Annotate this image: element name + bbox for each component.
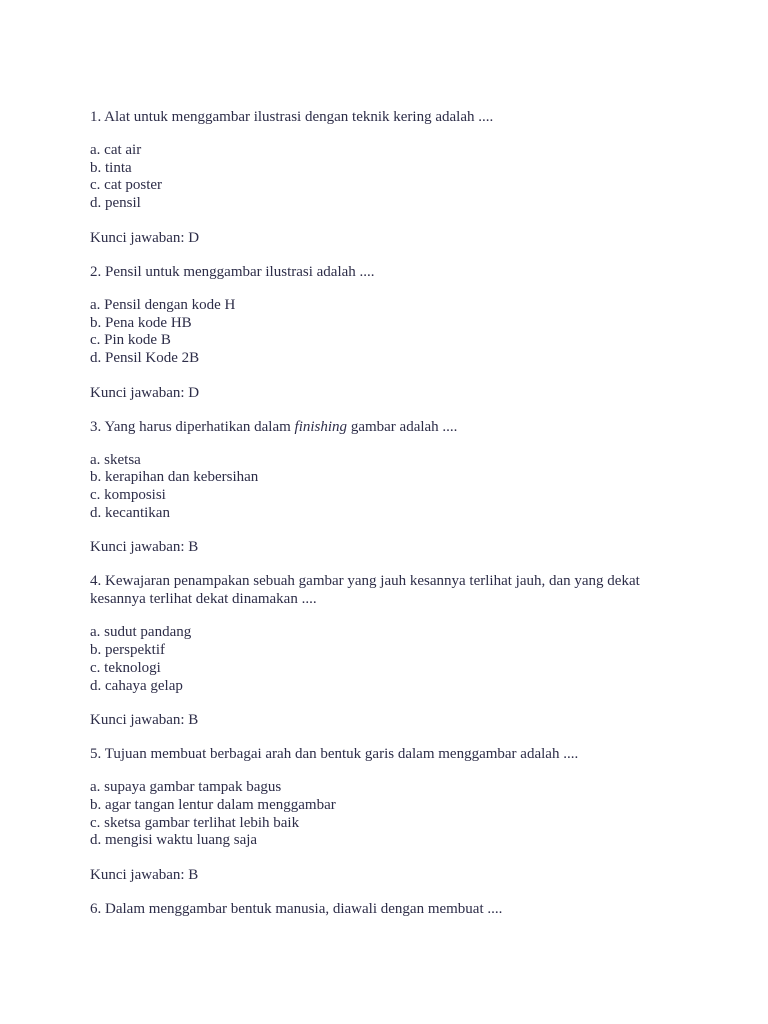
question-3-text-pre: 3. Yang harus diperhatikan dalam [90,418,295,435]
answer-key-1: Kunci jawaban: D [90,229,200,246]
option: b. Pena kode HB [90,314,192,331]
option: d. Pensil Kode 2B [90,349,200,366]
option: a. sudut pandang [90,624,192,641]
option: d. kecantikan [90,504,170,521]
question-6: 6. Dalam menggambar bentuk manusia, diawali dengan membuat .... [90,901,503,918]
option: a. supaya gambar tampak bagus [90,779,282,796]
option: b. tinta [90,159,132,176]
answer-key-3: Kunci jawaban: B [90,539,199,556]
question-3-text-post: gambar adalah .... [347,418,458,435]
option: c. teknologi [90,659,161,676]
answer-key-2: Kunci jawaban: D [90,384,200,401]
option: d. cahaya gelap [90,677,183,694]
question-1: 1. Alat untuk menggambar ilustrasi dengan teknik kering adalah .... [90,109,494,125]
question-2: 2. Pensil untuk menggambar ilustrasi adalah .... [90,263,375,280]
option: b. agar tangan lentur dalam menggambar [90,796,336,813]
options-1 [90,142,680,213]
answer-key-5: Kunci jawaban: B [90,867,199,884]
options-4 [90,624,680,695]
question-5: 5. Tujuan membuat berbagai arah dan bentuk garis dalam menggambar adalah .... [90,746,579,763]
answer-key-4: Kunci jawaban: B [90,712,199,729]
option: a. cat air [90,142,142,158]
option: a. Pensil dengan kode H [90,296,236,313]
question-3-emphasis: finishing [294,418,348,435]
option: d. mengisi waktu luang saja [90,832,258,849]
options-2 [90,297,680,368]
option: b. perspektif [90,642,165,659]
option: c. cat poster [90,177,163,194]
option: c. Pin kode B [90,332,171,349]
question-3 [90,418,680,436]
document-body [90,108,680,934]
options-5 [90,779,680,850]
option: c. komposisi [90,487,166,504]
option: c. sketsa gambar terlihat lebih baik [90,814,300,831]
option: d. pensil [90,195,141,212]
options-3 [90,452,680,523]
option: a. sketsa [90,451,141,468]
question-4: 4. Kewajaran penampakan sebuah gambar yang jauh kesannya terlihat jauh, dan yang dekat kesannya terlihat dekat dinamakan .... [90,573,640,608]
option: b. kerapihan dan kebersihan [90,469,259,486]
